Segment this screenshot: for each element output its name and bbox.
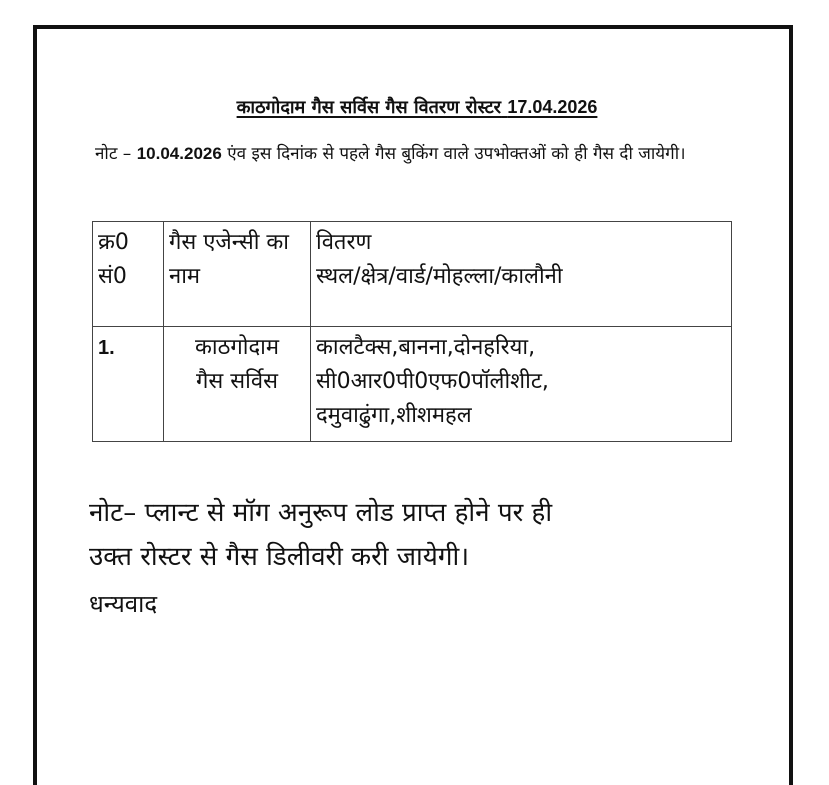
row-agency-line1: काठगोदाम — [195, 335, 279, 360]
note-bottom — [89, 491, 769, 579]
row-location-line3: दमुवाढुंगा,शीशमहल — [316, 403, 472, 428]
row-serial: 1. — [93, 327, 164, 442]
page-frame — [33, 25, 793, 785]
header-location-line1: वितरण — [316, 230, 372, 255]
row-location-line1: कालटैक्स,बानना,दोनहरिया, — [316, 335, 536, 360]
header-agency: गैस एजेन्सी का नाम — [164, 222, 311, 327]
note-bottom-line2: उक्त रोस्टर से गैस डिलीवरी करी जायेगी। — [89, 542, 470, 572]
row-agency-line2: गैस सर्विस — [196, 369, 278, 394]
note-top — [95, 139, 735, 169]
thanks-text: धन्यवाद — [89, 590, 158, 618]
note-top-date: 10.04.2026 — [136, 144, 222, 163]
header-location-line2: स्थल/क्षेत्र/वार्ड/मोहल्ला/कालौनी — [316, 264, 563, 289]
note-bottom-line1: नोट– प्लान्ट से मॉग अनुरूप लोड प्राप्त होने पर ही — [89, 498, 553, 528]
row-agency — [164, 327, 311, 442]
note-top-prefix: नोट – — [95, 144, 132, 164]
page-title — [37, 95, 797, 119]
header-serial: क्र0 सं0 — [93, 222, 164, 327]
roster-table — [92, 221, 732, 442]
header-location — [311, 222, 732, 327]
note-top-text: एंव इस दिनांक से पहले गैस बुकिंग वाले उपभोक्तओं को ही गैस दी जायेगी। — [227, 144, 686, 164]
title-date: 17.04.2026 — [507, 97, 598, 117]
title-text: काठगोदाम गैस सर्विस गैस वितरण रोस्टर — [236, 97, 502, 118]
table-row — [93, 327, 732, 442]
row-location — [311, 327, 732, 442]
table-header-row — [93, 222, 732, 327]
row-location-line2: सी0आर0पी0एफ0पॉलीशीट, — [316, 369, 549, 394]
